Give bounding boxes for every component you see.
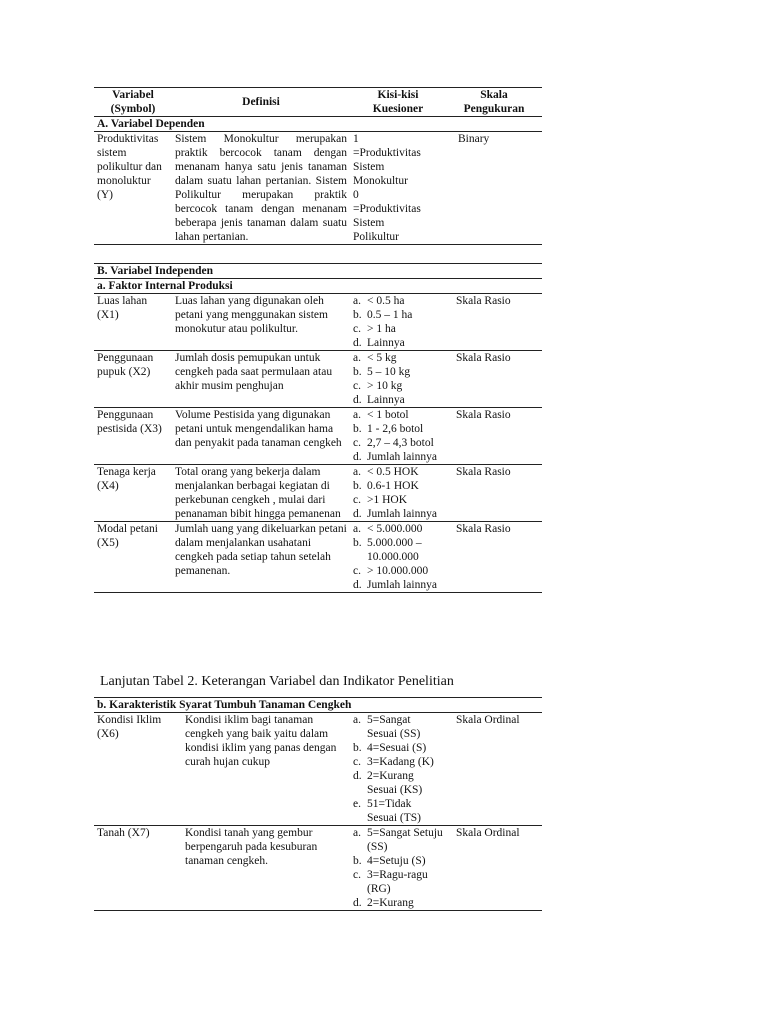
option-marker: d.	[353, 451, 362, 463]
header-kisi: Kisi-kisi Kuesioner	[350, 88, 446, 117]
cell-scale: Binary	[446, 132, 542, 245]
cell-variable: Tenaga kerja (X4)	[94, 465, 172, 522]
cell-options	[350, 465, 446, 522]
cell-kisi	[350, 132, 446, 245]
option-marker: c.	[353, 380, 361, 392]
table-row	[94, 351, 542, 408]
option-marker: d.	[353, 579, 362, 591]
option-text: > 1 ha	[367, 323, 396, 335]
option-text: Lainnya	[367, 337, 405, 349]
cell-definition: Volume Pestisida yang digunakan petani untuk mengendalikan hama dan penyakit pada tanaman cengkeh	[172, 408, 350, 465]
option-item	[353, 797, 443, 825]
option-item	[353, 522, 443, 536]
table-row-dependent	[94, 132, 542, 245]
option-item	[353, 578, 443, 592]
option-marker: c.	[353, 869, 361, 881]
kisi-line: 1	[353, 133, 359, 145]
option-marker: d.	[353, 337, 362, 349]
kisi-line: 0	[353, 189, 359, 201]
option-text: 4=Setuju (S)	[367, 855, 426, 867]
cell-variable: Modal petani (X5)	[94, 522, 172, 593]
table-caption: Lanjutan Tabel 2. Keterangan Variabel dan Indikator Penelitian	[100, 674, 454, 689]
table-header-row	[94, 88, 542, 117]
header-skala: Skala Pengukuran	[446, 88, 542, 117]
option-marker: c.	[353, 565, 361, 577]
table-row	[94, 294, 542, 351]
option-marker: b.	[353, 537, 362, 549]
option-text: Jumlah lainnya	[367, 508, 437, 520]
option-item	[353, 479, 443, 493]
cell-definition: Jumlah dosis pemupukan untuk cengkeh pada saat permulaan atau akhir musim penghujan	[172, 351, 350, 408]
option-item	[353, 868, 443, 896]
option-item	[353, 713, 443, 741]
subsection-growth: b. Karakteristik Syarat Tumbuh Tanaman Cengkeh	[94, 698, 542, 713]
table-row	[94, 713, 542, 826]
option-text: >1 HOK	[367, 494, 408, 506]
header-definisi: Definisi	[172, 88, 350, 117]
option-text: 4=Sesuai (S)	[367, 742, 427, 754]
cell-variable: Luas lahan (X1)	[94, 294, 172, 351]
option-item	[353, 336, 443, 350]
option-item	[353, 755, 443, 769]
table-row	[94, 522, 542, 593]
cell-scale: Skala Rasio	[446, 522, 542, 593]
option-marker: a.	[353, 352, 361, 364]
cell-scale: Skala Rasio	[446, 408, 542, 465]
kisi-line: =Produktivitas	[353, 147, 421, 159]
option-item	[353, 465, 443, 479]
cell-variable: Penggunaan pestisida (X3)	[94, 408, 172, 465]
option-marker: a.	[353, 466, 361, 478]
section-dependent: A. Variabel Dependen	[94, 117, 542, 132]
cell-scale: Skala Rasio	[446, 465, 542, 522]
table-row	[94, 826, 542, 911]
cell-definition: Jumlah uang yang dikeluarkan petani dalam menjalankan usahatani cengkeh pada setiap tahun setelah pemanenan.	[172, 522, 350, 593]
option-item	[353, 408, 443, 422]
kisi-line: Monokultur	[353, 175, 408, 187]
option-marker: b.	[353, 480, 362, 492]
option-item	[353, 308, 443, 322]
option-text: < 0.5 HOK	[367, 466, 419, 478]
cell-variable: Kondisi Iklim (X6)	[94, 713, 182, 826]
option-text: < 0.5 ha	[367, 295, 405, 307]
table-row	[94, 408, 542, 465]
cell-options	[350, 522, 446, 593]
option-item	[353, 393, 443, 407]
option-item	[353, 896, 443, 910]
option-text: < 5 kg	[367, 352, 397, 364]
option-item	[353, 422, 443, 436]
cell-variable: Produktivitas sistem polikultur dan monoluktur (Y)	[94, 132, 172, 245]
option-item	[353, 493, 443, 507]
option-item	[353, 564, 443, 578]
cell-options	[350, 713, 446, 826]
table-row	[94, 465, 542, 522]
cell-variable: Tanah (X7)	[94, 826, 182, 911]
option-text: 51=Tidak Sesuai (TS)	[367, 798, 421, 824]
cell-options	[350, 294, 446, 351]
option-text: < 5.000.000	[367, 523, 423, 535]
option-marker: b.	[353, 366, 362, 378]
option-marker: a.	[353, 714, 361, 726]
option-text: 5=Sangat Setuju (SS)	[367, 827, 443, 853]
option-text: 2,7 – 4,3 botol	[367, 437, 434, 449]
option-item	[353, 294, 443, 308]
option-text: Jumlah lainnya	[367, 579, 437, 591]
option-marker: e.	[353, 798, 361, 810]
option-marker: d.	[353, 508, 362, 520]
cell-scale: Skala Ordinal	[446, 713, 542, 826]
option-item	[353, 450, 443, 464]
cell-definition: Total orang yang bekerja dalam menjalankan berbagai kegiatan di perkebunan cengkeh , mulai dari penanaman bibit hingga pemanenan	[172, 465, 350, 522]
option-text: Lainnya	[367, 394, 405, 406]
cell-definition: Kondisi iklim bagi tanaman cengkeh yang baik yaitu dalam kondisi iklim yang panas dengan curah hujan cukup	[182, 713, 350, 826]
option-marker: c.	[353, 437, 361, 449]
option-text: 2=Kurang	[367, 897, 414, 909]
variable-table	[94, 87, 542, 593]
option-item	[353, 436, 443, 450]
option-item	[353, 507, 443, 521]
option-item	[353, 854, 443, 868]
option-text: > 10.000.000	[367, 565, 429, 577]
section-independent: B. Variabel Independen	[94, 264, 542, 279]
cell-definition: Luas lahan yang digunakan oleh petani yang menggunakan sistem monokutur atau polikultur.	[172, 294, 350, 351]
option-item	[353, 826, 443, 854]
subsection-internal: a. Faktor Internal Produksi	[94, 279, 542, 294]
cell-options	[350, 826, 446, 911]
cell-variable: Penggunaan pupuk (X2)	[94, 351, 172, 408]
option-marker: c.	[353, 756, 361, 768]
option-marker: d.	[353, 770, 362, 782]
option-text: 1 - 2,6 botol	[367, 423, 424, 435]
option-item	[353, 379, 443, 393]
option-marker: b.	[353, 855, 362, 867]
option-marker: c.	[353, 494, 361, 506]
option-item	[353, 741, 443, 755]
kisi-line: Sistem	[353, 161, 385, 173]
cell-scale: Skala Rasio	[446, 351, 542, 408]
option-marker: d.	[353, 897, 362, 909]
option-text: > 10 kg	[367, 380, 403, 392]
option-marker: b.	[353, 309, 362, 321]
cell-options	[350, 408, 446, 465]
option-text: 5.000.000 – 10.000.000	[367, 537, 422, 563]
option-item	[353, 351, 443, 365]
option-marker: a.	[353, 523, 361, 535]
kisi-line: Sistem	[353, 217, 385, 229]
header-variabel: Variabel (Symbol)	[94, 88, 172, 117]
option-item	[353, 322, 443, 336]
cell-options	[350, 351, 446, 408]
kisi-line: =Produktivitas	[353, 203, 421, 215]
variable-table-continued	[94, 697, 542, 911]
option-text: 5 – 10 kg	[367, 366, 411, 378]
option-marker: a.	[353, 409, 361, 421]
option-marker: b.	[353, 423, 362, 435]
option-text: 0.6-1 HOK	[367, 480, 419, 492]
option-text: 3=Kadang (K)	[367, 756, 434, 768]
cell-scale: Skala Ordinal	[446, 826, 542, 911]
option-item	[353, 769, 443, 797]
option-marker: a.	[353, 295, 361, 307]
option-marker: d.	[353, 394, 362, 406]
option-item	[353, 536, 443, 564]
cell-definition: Sistem Monokultur merupakan praktik bercocok tanam dengan menanam hanya satu jenis tanaman dalam suatu lahan pertanian. Sistem Polikultur merupakan praktik bercocok tanam dengan menanam beberapa jenis tanaman dalam suatu lahan pertanian.	[172, 132, 350, 245]
option-text: 2=Kurang Sesuai (KS)	[367, 770, 423, 796]
option-text: 0.5 – 1 ha	[367, 309, 413, 321]
option-marker: a.	[353, 827, 361, 839]
option-marker: c.	[353, 323, 361, 335]
option-text: < 1 botol	[367, 409, 409, 421]
option-text: Jumlah lainnya	[367, 451, 437, 463]
option-marker: b.	[353, 742, 362, 754]
kisi-line: Polikultur	[353, 231, 400, 243]
option-item	[353, 365, 443, 379]
option-text: 3=Ragu-ragu (RG)	[367, 869, 428, 895]
cell-scale: Skala Rasio	[446, 294, 542, 351]
cell-definition: Kondisi tanah yang gembur berpengaruh pada kesuburan tanaman cengkeh.	[182, 826, 350, 911]
option-text: 5=Sangat Sesuai (SS)	[367, 714, 421, 740]
